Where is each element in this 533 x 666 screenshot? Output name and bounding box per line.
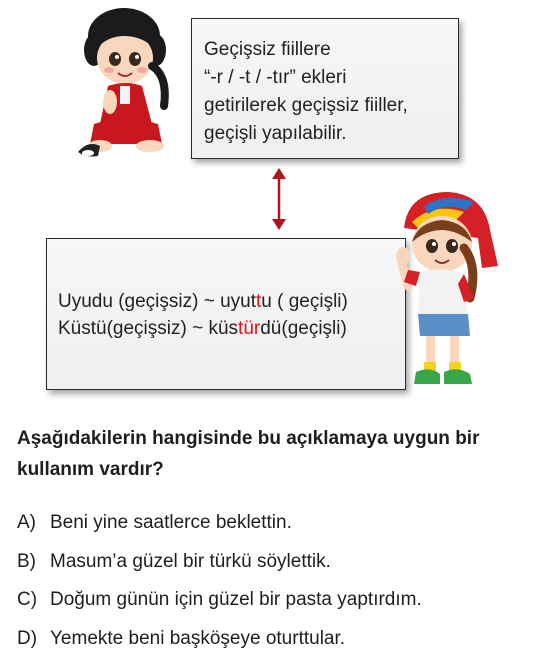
example-text-part: Uyudu (geçişsiz) ~ uyut bbox=[58, 291, 256, 312]
suffix-highlight: t bbox=[256, 291, 261, 312]
option-a[interactable] bbox=[17, 512, 422, 551]
example-line-1 bbox=[58, 288, 348, 315]
double-arrow-icon bbox=[267, 168, 291, 230]
option-text: Masum’a güzel bir türkü söylettik. bbox=[50, 551, 331, 572]
example-text-part: Küstü(geçişsiz) ~ küs bbox=[58, 318, 238, 339]
standing-girl-cap-illustration bbox=[394, 186, 500, 396]
example-line-2 bbox=[58, 315, 348, 342]
option-letter: D) bbox=[17, 628, 50, 650]
example-text bbox=[58, 288, 348, 342]
rule-line: getirilerek geçişsiz fiiller, bbox=[204, 92, 408, 120]
rule-line: geçişli yapılabilir. bbox=[204, 120, 408, 148]
option-text: Yemekte beni başköşeye oturttular. bbox=[50, 628, 345, 649]
option-b[interactable] bbox=[17, 551, 422, 590]
option-text: Beni yine saatlerce beklettin. bbox=[50, 512, 292, 533]
sitting-girl-illustration bbox=[76, 6, 194, 160]
rule-line: Geçişsiz fiillere bbox=[204, 36, 408, 64]
question-text: Aşağıdakilerin hangisinde bu açıklamaya uygun bir kullanım vardır? bbox=[17, 423, 527, 485]
option-letter: C) bbox=[17, 589, 50, 611]
suffix-highlight: tür bbox=[238, 318, 260, 339]
rule-card bbox=[191, 18, 459, 159]
option-letter: A) bbox=[17, 512, 50, 534]
example-card bbox=[46, 238, 406, 390]
option-c[interactable] bbox=[17, 589, 422, 628]
answer-options bbox=[17, 512, 422, 666]
example-text-part: dü(geçişli) bbox=[260, 318, 347, 339]
option-letter: B) bbox=[17, 551, 50, 573]
example-text-part: u ( geçişli) bbox=[261, 291, 348, 312]
rule-text bbox=[204, 36, 408, 148]
option-text: Doğum günün için güzel bir pasta yaptırdım. bbox=[50, 589, 422, 610]
rule-line: “-r / -t / -tır” ekleri bbox=[204, 64, 408, 92]
option-d[interactable] bbox=[17, 628, 422, 666]
